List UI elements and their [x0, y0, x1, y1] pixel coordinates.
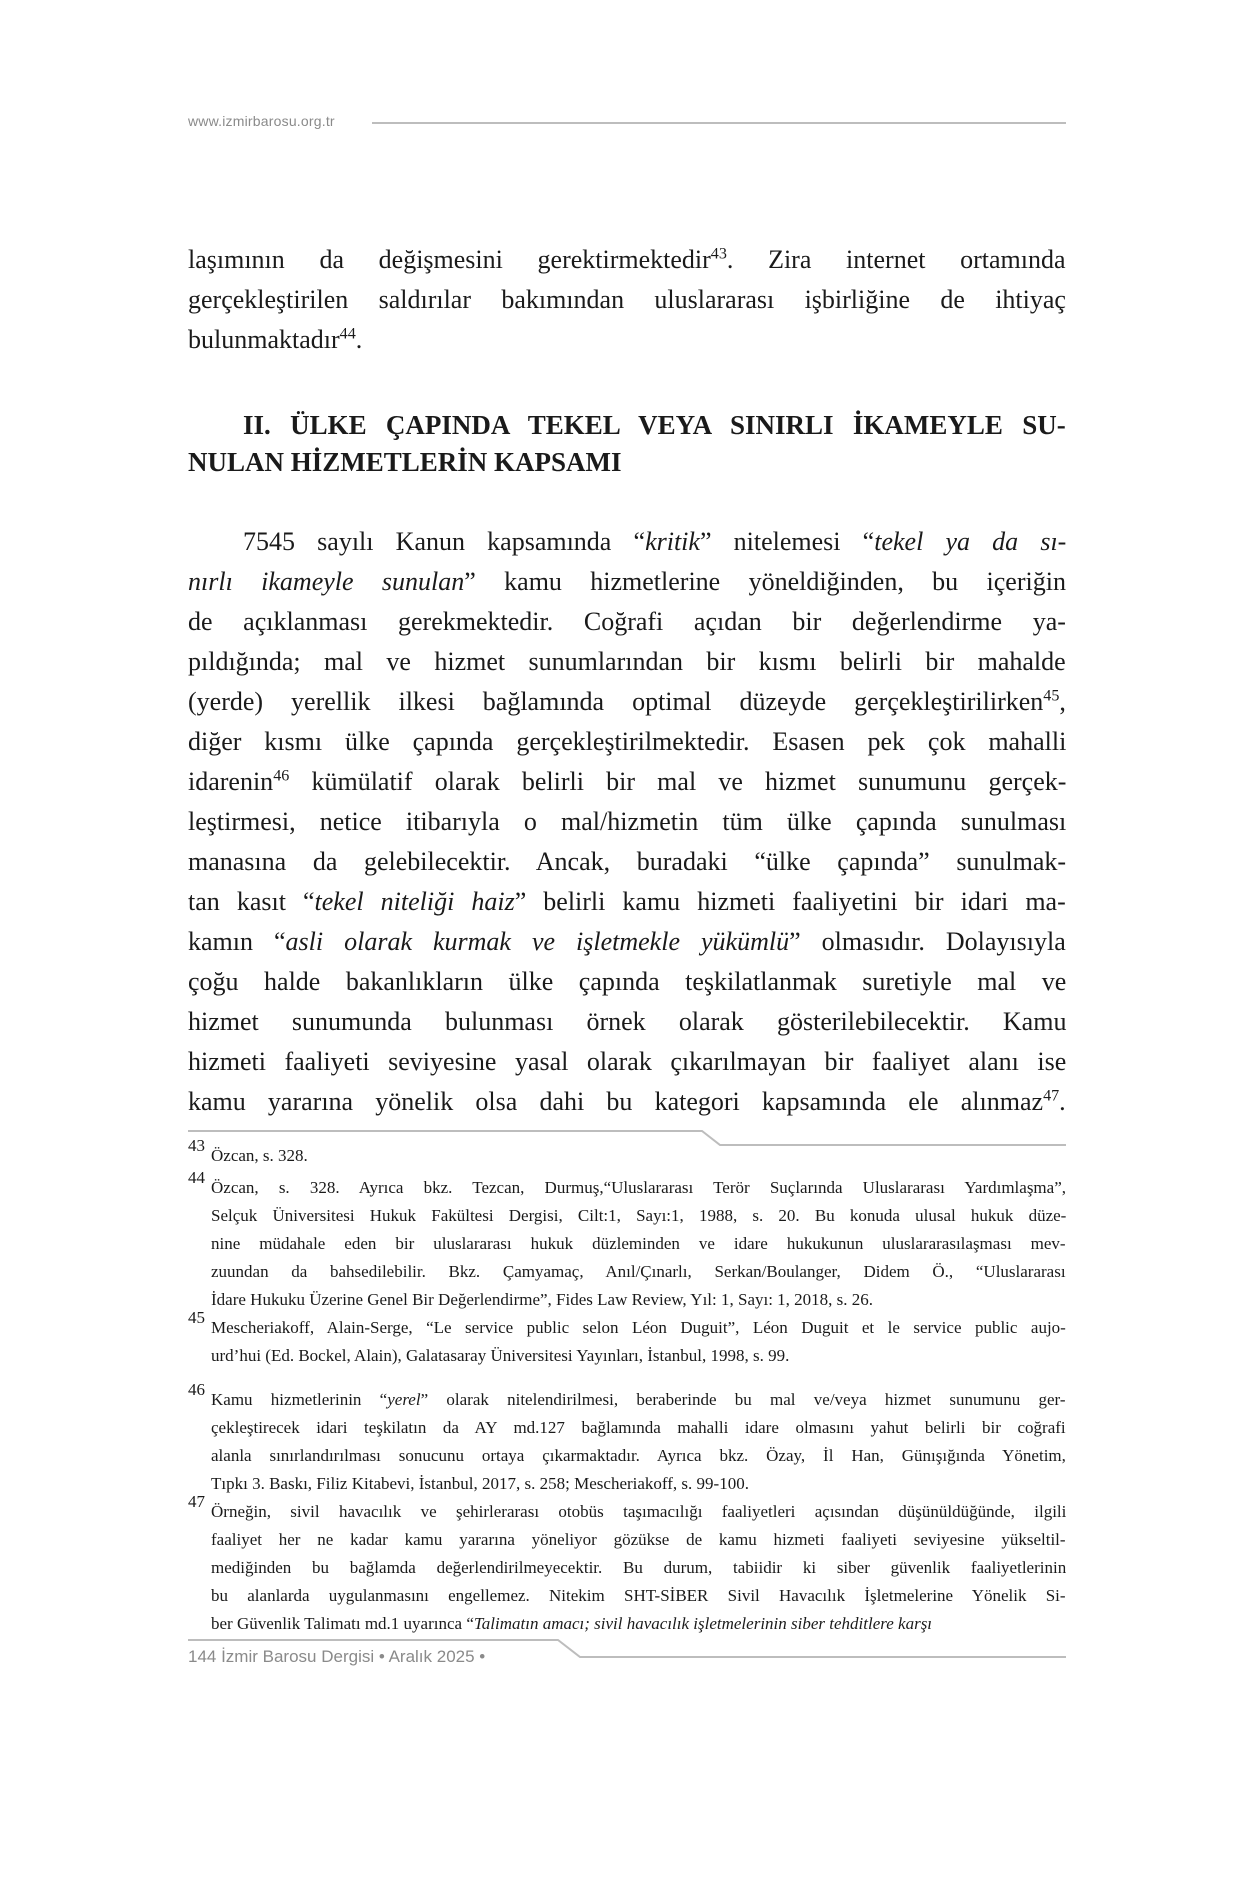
- text-run: hizmet sunumunda bulunması örnek olarak gösterilebilecektir. Kamu: [188, 1007, 1067, 1036]
- text-run: .: [1059, 1087, 1066, 1116]
- footnote-ref: 45: [1043, 687, 1060, 705]
- text-run: pıldığında; mal ve hizmet sunumlarından bir kısmı belirli bir mahalde: [188, 647, 1066, 676]
- text-line: [188, 842, 1066, 882]
- text-line: [188, 562, 1066, 602]
- text-line: [211, 1554, 1066, 1582]
- footnote-number: 47: [188, 1492, 205, 1511]
- text-line: [211, 1442, 1066, 1470]
- text-line: [211, 1526, 1066, 1554]
- text-run: kamın “: [188, 927, 286, 956]
- text-line: [211, 1174, 1066, 1202]
- text-run: .: [355, 325, 363, 354]
- text-line: [211, 1414, 1066, 1442]
- italic-run: tekel ya da sı-: [874, 527, 1067, 556]
- text-run: ber Güvenlik Talimatı md.1 uyarınca “: [211, 1614, 474, 1633]
- text-run: urd’hui (Ed. Bockel, Alain), Galatasaray Üniversitesi Yayınları, İstanbul, 1998, s. 99.: [211, 1346, 790, 1365]
- text-line: [188, 320, 1066, 360]
- text-run: NULAN HİZMETLERİN KAPSAMI: [188, 447, 622, 477]
- text-run: laşımının da değişmesini gerektirmektedir: [188, 245, 711, 274]
- text-run: Özcan, s. 328.: [211, 1146, 308, 1165]
- text-line: [188, 280, 1066, 320]
- text-run: de açıklanması gerekmektedir. Coğrafi açıdan bir değerlendirme ya-: [188, 607, 1066, 636]
- footnote-46: [188, 1380, 1066, 1498]
- text-line: [188, 882, 1066, 922]
- text-run: ,: [1059, 687, 1066, 716]
- text-line: [211, 1230, 1066, 1258]
- text-run: ” belirli kamu hizmeti faaliyetini bir idari ma-: [514, 887, 1066, 916]
- footnote-ref: 46: [273, 767, 290, 785]
- text-run: kamu yararına yönelik olsa dahi bu kategori kapsamında ele alınmaz: [188, 1087, 1044, 1116]
- italic-run: nırlı ikameyle sunulan: [188, 567, 465, 596]
- text-line: [188, 407, 1066, 444]
- section-heading: [188, 407, 1066, 481]
- text-line: [211, 1610, 1066, 1638]
- text-run: Örneğin, sivil havacılık ve şehirlerarası otobüs taşımacılığı faaliyetleri açısından düşünüldüğünde, ilgili: [211, 1502, 1067, 1521]
- text-run: leştirmesi, netice itibarıyla o mal/hizmetin tüm ülke çapında sunulması: [188, 807, 1067, 836]
- italic-run: asli olarak kurmak ve işletmekle yükümlü: [285, 927, 790, 956]
- footer-text: 144 İzmir Barosu Dergisi • Aralık 2025 •: [188, 1647, 486, 1666]
- text-line: [188, 722, 1066, 762]
- text-run: ” nitelemesi “: [699, 527, 875, 556]
- footnote-43: [188, 1136, 1066, 1170]
- text-run: alanla sınırlandırılması sonucunu ortaya çıkarmaktadır. Ayrıca bkz. Özay, İl Han, Günışığında Yönetim,: [211, 1446, 1066, 1465]
- text-line: [211, 1314, 1066, 1342]
- text-run: Kamu hizmetlerinin “: [211, 1390, 388, 1409]
- text-line: [211, 1582, 1066, 1610]
- text-run: idarenin: [188, 767, 274, 796]
- footnote-number: 45: [188, 1308, 205, 1327]
- text-run: Tıpkı 3. Baskı, Filiz Kitabevi, İstanbul, 2017, s. 258; Mescheriakoff, s. 99-100.: [211, 1474, 749, 1493]
- text-run: Mescheriakoff, Alain-Serge, “Le service public selon Léon Duguit”, Léon Duguit et le service public aujo-: [211, 1318, 1066, 1337]
- text-line: [188, 642, 1066, 682]
- footnote-45: [188, 1308, 1066, 1370]
- text-run: Özcan, s. 328. Ayrıca bkz. Tezcan, Durmuş,“Uluslararası Terör Suçlarında Uluslararası Yardımlaşma”,: [211, 1178, 1066, 1197]
- text-run: tan kasıt “: [188, 887, 315, 916]
- text-run: çekleştirecek idari teşkilatın da AY md.127 bağlamında mahalli idare olmasını yahut belirli bir coğrafi: [211, 1418, 1066, 1437]
- text-run: 7545 sayılı Kanun kapsamında “: [243, 527, 646, 556]
- text-line: [188, 1042, 1066, 1082]
- footnote-number: 46: [188, 1380, 205, 1399]
- text-run: çoğu halde bakanlıkların ülke çapında teşkilatlanmak suretiyle mal ve: [188, 967, 1067, 996]
- text-line: [211, 1498, 1066, 1526]
- text-line: [188, 602, 1066, 642]
- text-run: ” olmasıdır. Dolayısıyla: [789, 927, 1066, 956]
- text-line: [211, 1342, 1066, 1370]
- text-line: [188, 522, 1066, 562]
- footnote-47: [188, 1492, 1067, 1638]
- footnote-ref: 43: [710, 245, 727, 263]
- text-line: [188, 762, 1066, 802]
- italic-run: yerel: [387, 1390, 421, 1409]
- text-run: ” kamu hizmetlerine yöneldiğinden, bu içeriğin: [464, 567, 1066, 596]
- text-line: [188, 802, 1066, 842]
- header-site-url: www.izmirbarosu.org.tr: [188, 113, 335, 129]
- text-run: bu alanlarda uygulanmasını engellemez. Nitekim SHT-SİBER Sivil Havacılık İşletmelerine Yönelik Si-: [211, 1586, 1066, 1605]
- footnote-ref: 44: [339, 325, 356, 343]
- text-line: [211, 1386, 1066, 1414]
- footnote-ref: 47: [1043, 1087, 1060, 1105]
- text-run: mediğinden bu bağlamda değerlendirilmeyecektir. Bu durum, tabiidir ki siber güvenlik faaliyetlerinin: [211, 1558, 1067, 1577]
- text-run: manasına da gelebilecektir. Ancak, buradaki “ülke çapında” sunulmak-: [188, 847, 1067, 876]
- text-run: bulunmaktadır: [188, 325, 340, 354]
- text-run: ” olarak nitelendirilmesi, beraberinde bu mal ve/veya hizmet sunumunu ger-: [420, 1390, 1066, 1409]
- body-paragraph: [188, 522, 1066, 1122]
- text-line: [211, 1142, 1066, 1170]
- text-run: (yerde) yerellik ilkesi bağlamında optimal düzeyde gerçekleştirilirken: [188, 687, 1044, 716]
- text-line: [188, 1002, 1066, 1042]
- italic-run: Talimatın amacı; sivil havacılık işletmelerinin siber tehditlere karşı: [473, 1614, 933, 1633]
- text-line: [188, 240, 1066, 280]
- text-run: faaliyet her ne kadar kamu yararına yöneliyor gözükse de kamu hizmeti faaliyeti seviyesine yükseltil-: [211, 1530, 1066, 1549]
- text-line: [188, 962, 1066, 1002]
- text-line: [188, 682, 1066, 722]
- text-line: [211, 1202, 1066, 1230]
- footnote-number: 44: [188, 1168, 205, 1187]
- text-line: [188, 922, 1066, 962]
- italic-run: tekel niteliği haiz: [314, 887, 515, 916]
- text-run: nine müdahale eden bir uluslararası hukuk düzleminden ve idare hukukunun uluslararasılaşması mev-: [211, 1234, 1066, 1253]
- text-run: kümülatif olarak belirli bir mal ve hizmet sunumunu gerçek-: [289, 767, 1067, 796]
- text-line: [188, 444, 1066, 481]
- text-run: zuundan da bahsedilebilir. Bkz. Çamyamaç, Anıl/Çınarlı, Serkan/Boulanger, Didem Ö., “Uluslararası: [211, 1262, 1066, 1281]
- text-run: . Zira internet ortamında: [726, 245, 1066, 274]
- footnote-44: [188, 1168, 1067, 1314]
- text-run: Selçuk Üniversitesi Hukuk Fakültesi Dergisi, Cilt:1, Sayı:1, 1988, s. 20. Bu konuda ulusal hukuk düze-: [211, 1206, 1067, 1225]
- text-run: gerçekleştirilen saldırılar bakımından uluslararası işbirliğine de ihtiyaç: [188, 285, 1066, 314]
- intro-paragraph: [188, 240, 1066, 360]
- text-run: İdare Hukuku Üzerine Genel Bir Değerlendirme”, Fides Law Review, Yıl: 1, Sayı: 1, 2018, s. 26.: [211, 1290, 874, 1309]
- text-run: hizmeti faaliyeti seviyesine yasal olarak çıkarılmayan bir faaliyet alanı ise: [188, 1047, 1067, 1076]
- text-line: [211, 1470, 1066, 1498]
- text-run: diğer kısmı ülke çapında gerçekleştirilmektedir. Esasen pek çok mahalli: [188, 727, 1067, 756]
- text-line: [188, 1082, 1066, 1122]
- italic-run: kritik: [645, 527, 700, 556]
- text-line: [211, 1258, 1066, 1286]
- text-run: II. ÜLKE ÇAPINDA TEKEL VEYA SINIRLI İKAMEYLE SU-: [243, 410, 1066, 440]
- footnote-number: 43: [188, 1136, 205, 1155]
- text-line: [211, 1286, 1066, 1314]
